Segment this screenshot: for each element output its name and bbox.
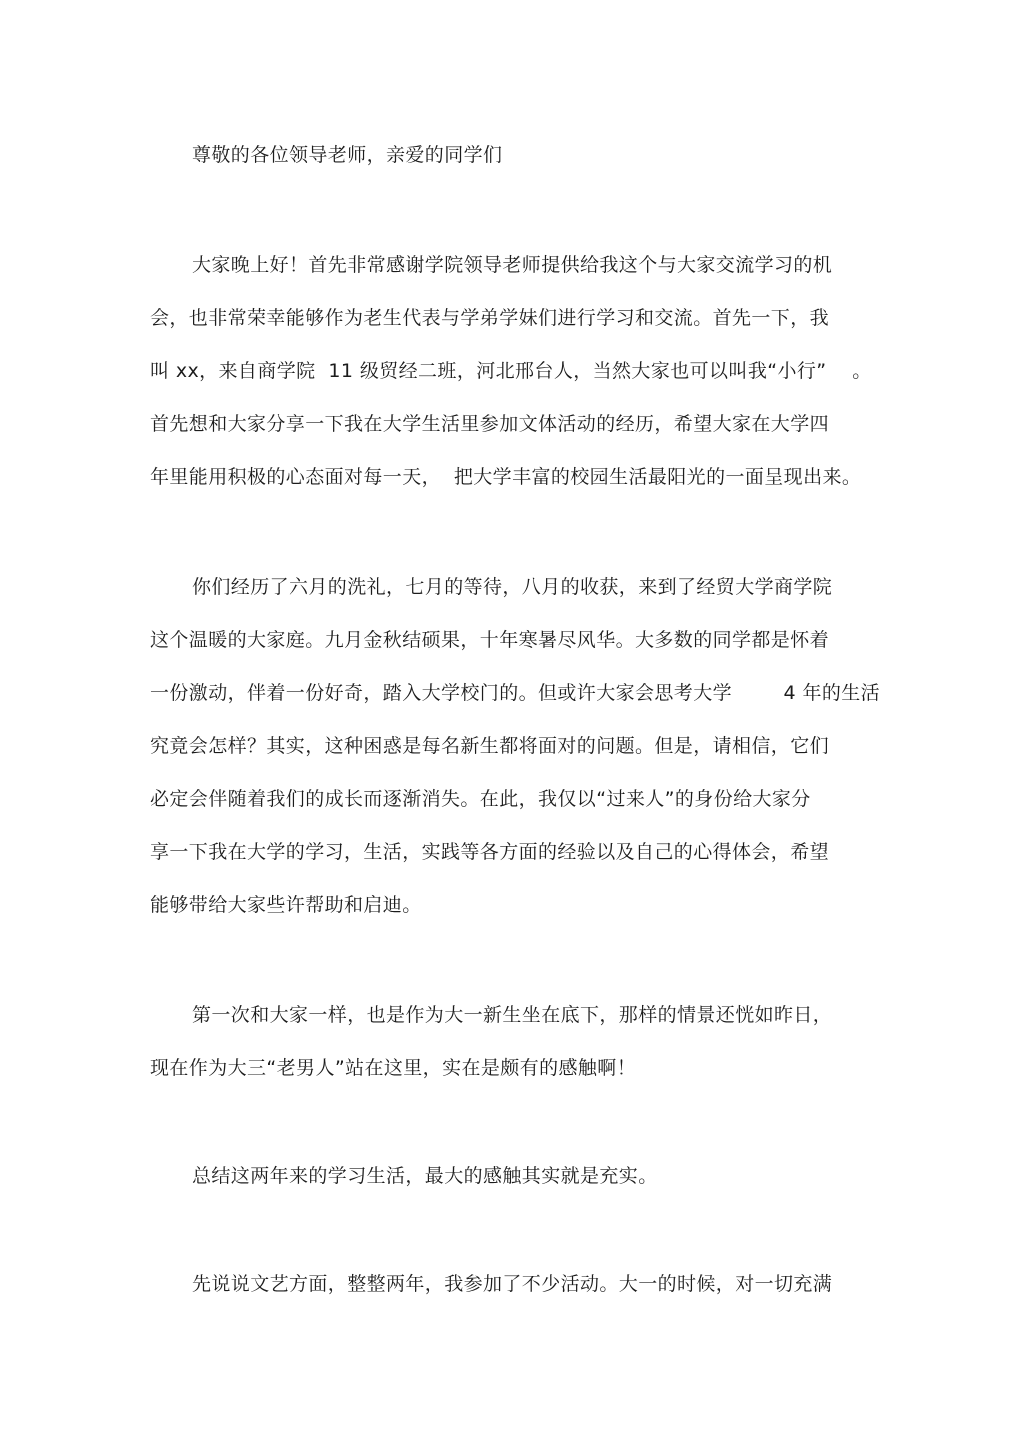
paragraph-1-line-3: 叫 xx，来自商学院 11 级贸经二班，河北邢台人，当然大家也可以叫我“小行” 。 [150,360,872,382]
paragraph-1-line-2: 会，也非常荣幸能够作为老生代表与学弟学妹们进行学习和交流。首先一下，我 [150,307,830,329]
paragraph-1-line-1: 大家晚上好！首先非常感谢学院领导老师提供给我这个与大家交流学习的机 [192,254,833,276]
paragraph-1-line-5: 年里能用积极的心态面对每一天， 把大学丰富的校园生活最阳光的一面呈现出来。 [150,466,862,488]
paragraph-1-line-4: 首先想和大家分享一下我在大学生活里参加文体活动的经历，希望大家在大学四 [150,413,830,435]
paragraph-2-line-1: 你们经历了六月的洗礼，七月的等待，八月的收获，来到了经贸大学商学院 [192,576,833,598]
paragraph-2-line-5: 必定会伴随着我们的成长而逐渐消失。在此，我仅以“过来人”的身份给大家分 [150,788,811,810]
greeting-line: 尊敬的各位领导老师，亲爱的同学们 [192,144,503,166]
paragraph-3-line-1: 第一次和大家一样，也是作为大一新生坐在底下，那样的情景还恍如昨日， [192,1004,833,1026]
paragraph-2-line-3: 一份激动，伴着一份好奇，踏入大学校门的。但或许大家会思考大学 4 年的生活 [150,682,881,704]
paragraph-2-line-7: 能够带给大家些许帮助和启迪。 [150,894,422,916]
paragraph-4-line-1: 总结这两年来的学习生活，最大的感触其实就是充实。 [192,1165,658,1187]
paragraph-5-line-1: 先说说文艺方面，整整两年，我参加了不少活动。大一的时候，对一切充满 [192,1273,833,1295]
paragraph-3-line-2: 现在作为大三“老男人”站在这里，实在是颇有的感触啊！ [150,1057,637,1079]
paragraph-2-line-6: 享一下我在大学的学习，生活，实践等各方面的经验以及自己的心得体会，希望 [150,841,830,863]
paragraph-2-line-2: 这个温暖的大家庭。九月金秋结硕果，十年寒暑尽风华。大多数的同学都是怀着 [150,629,830,651]
paragraph-2-line-4: 究竟会怎样？其实，这种困惑是每名新生都将面对的问题。但是，请相信，它们 [150,735,830,757]
